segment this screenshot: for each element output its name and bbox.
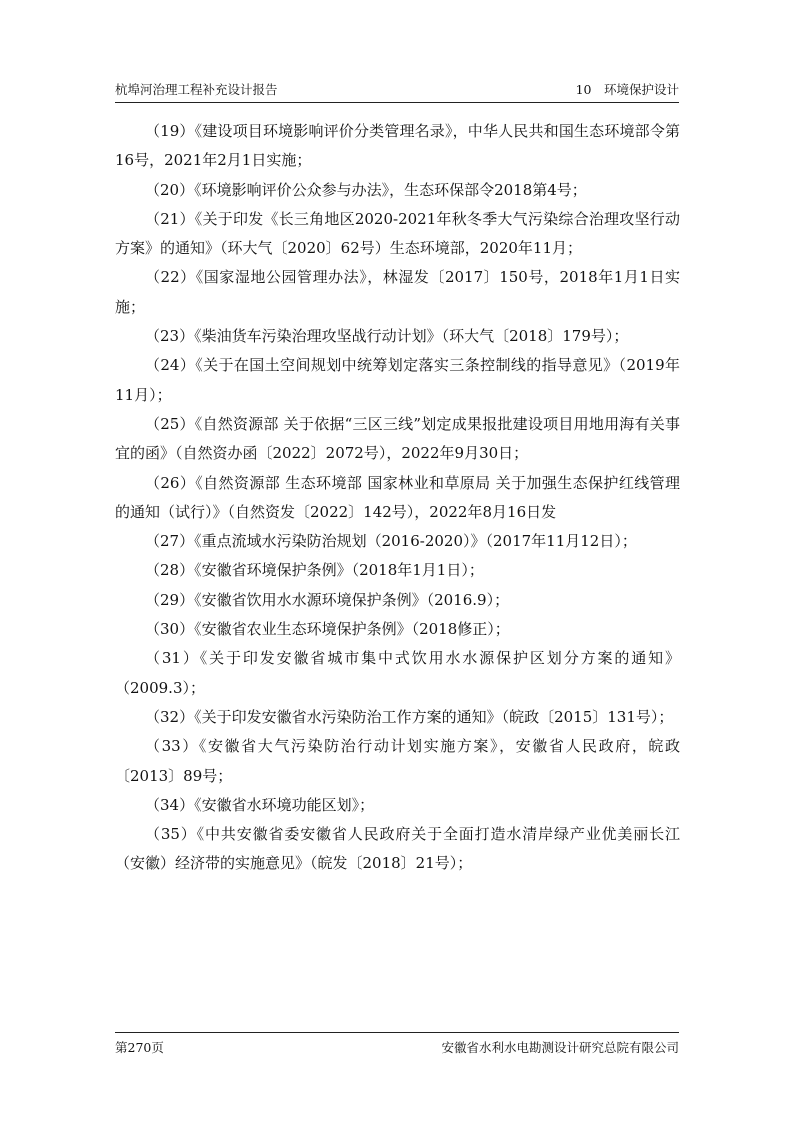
reference-item: （26）《自然资源部 生态环境部 国家林业和草原局 关于加强生态保护红线管理的通知（试行）》（自然资发〔2022〕142号），2022年8月16日发 [115, 473, 680, 521]
section-title: 10 环境保护设计 [575, 82, 679, 97]
page-footer [115, 1032, 679, 1061]
reference-item: （28）《安徽省环境保护条例》（2018年1月1日）； [145, 561, 484, 580]
reference-item: （25）《自然资源部 关于依据“三区三线”划定成果报批建设项目用地用海有关事宜的函》（自然资办函〔2022〕2072号），2022年9月30日； [115, 414, 680, 463]
reference-item: （33）《安徽省大气污染防治行动计划实施方案》，安徽省人民政府，皖政〔2013〕89号； [115, 737, 680, 785]
reference-item: （35）《中共安徽省委安徽省人民政府关于全面打造水清岸绿产业优美丽长江（安徽）经济带的实施意见》（皖发〔2018〕21号）； [115, 825, 680, 873]
reference-item: （34）《安徽省水环境功能区划》； [145, 795, 375, 814]
reference-item: （20）《环境影响评价公众参与办法》，生态环保部令2018第4号； [145, 180, 587, 199]
page-number: 第270页 [115, 1040, 164, 1055]
reference-item: （19）《建设项目环境影响评价分类管理名录》，中华人民共和国生态环境部令第16号，2021年2月1日实施； [115, 122, 680, 170]
reference-item: （32）《关于印发安徽省水污染防治工作方案的通知》（皖政〔2015〕131号）； [145, 707, 674, 726]
page-header [115, 80, 679, 103]
reference-item: （22）《国家湿地公园管理办法》，林湿发〔2017〕150号，2018年1月1日实施； [115, 268, 680, 316]
reference-item: （27）《重点流域水污染防治规划（2016-2020）》（2017年11月12日）； [145, 532, 637, 551]
reference-item: （29）《安徽省饮用水水源环境保护条例》（2016.9）； [145, 590, 510, 609]
company-name: 安徽省水利水电勘测设计研究总院有限公司 [441, 1040, 679, 1055]
reference-item: （21）《关于印发《长三角地区2020-2021年秋冬季大气污染综合治理攻坚行动方案》的通知》（环大气〔2020〕62号）生态环境部，2020年11月； [115, 209, 680, 258]
report-title: 杭埠河治理工程补充设计报告 [115, 82, 278, 97]
reference-item: （31）《关于印发安徽省城市集中式饮用水水源保护区划分方案的通知》（2009.3）； [115, 649, 680, 697]
reference-item: （30）《安徽省农业生态环境保护条例》（2018修正）； [145, 620, 510, 639]
reference-item: （23）《柴油货车污染治理攻坚战行动计划》（环大气〔2018〕179号）； [145, 327, 629, 346]
reference-item: （24）《关于在国土空间规划中统筹划定落实三条控制线的指导意见》（2019年11月）； [115, 356, 680, 404]
body-content [115, 117, 680, 879]
